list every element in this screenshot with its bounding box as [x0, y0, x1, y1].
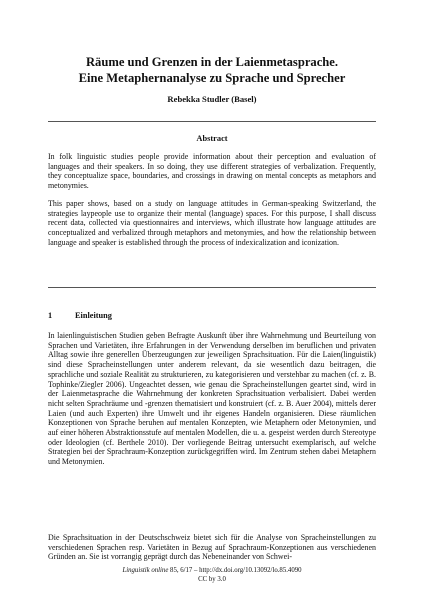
footer-doi: 85, 6/17 – http://dx.doi.org/10.13092/lo.85.4090 [168, 567, 302, 574]
footer-citation [48, 567, 376, 576]
paper-title-line-1: Räume und Grenzen in der Laienmetasprache. [85, 55, 339, 69]
abstract-top-rule [48, 121, 376, 122]
author-line: Rebekka Studler (Basel) [167, 94, 257, 104]
abstract-paragraph-2: This paper shows, based on a study on language attitudes in German-speaking Switzerland, the strategies laypeople use to organize their mental (language) spaces. For this purpose, I shall discuss recent data, collected via questionnaires and interviews, which illustrate how language attitudes are conceptualized and verbalized through metaphors and metonymies, and how the relationship between language and speaker is established through the process of indexicalization and iconization. [48, 199, 376, 247]
body-paragraph-1: In laienlinguistischen Studien geben Befragte Auskunft über ihre Wahrnehmung und Beurteilung von Sprachen und Varietäten, ihre Erfahrungen in der Verwendung derselben im beruflichen und privaten Alltag sowie ihre generellen Überzeugungen zur jeweiligen Sprachsituation. Für die Laien(linguistik) sind diese Spracheinstellungen unter anderem relevant, da sie wesentlich dazu beitragen, die sprachliche und soziale Realität zu strukturieren, zu kategorisieren und verstehbar zu machen (cf. z. B. Tophinke/Ziegler 2006). Ungeachtet dessen, wie genau die Spracheinstellungen geartet sind, wird in der Laienmetasprache die Wahrnehmung der konkreten Sprachsituation verbalisiert. Dabei werden nicht selten Sprachräume und -grenzen thematisiert und konstruiert (cf. z. B. Auer 2004), mittels derer Laien (und auch Experten) ihre Umwelt und ihr eigenes Handeln organisieren. Diese räumlichen Konzeptionen von Sprache beruhen auf mentalen Konzepten, wie Metaphern oder Metonymien, und auf einer höheren Abstraktionsstufe auf mentalen Modellen, die u. a. gespeist werden durch Stereotype oder Ideologien (cf. Berthele 2010). Der vorliegende Beitrag untersucht exemplarisch, auf welche Strategien bei der Sprachraum-Konzeption zurückgegriffen wird. Im Zentrum stehen dabei Metaphern und Metonymien. [48, 331, 376, 467]
abstract-heading: Abstract [196, 134, 228, 143]
body-paragraph-2: Die Sprachsituation in der Deutschschweiz bietet sich für die Analyse von Spracheinstellungen zu verschiedenen Sprachen resp. Varietäten in Bezug auf Sprachraum-Konzeptionen aus verschiedenen Gründen an. Sie ist vorrangig geprägt durch das Nebeneinander von Schwei- [48, 533, 376, 562]
footer-license: CC by 3.0 [198, 575, 226, 583]
section-title: Einleitung [75, 311, 112, 320]
page-footer [48, 567, 376, 584]
footer-journal-name: Linguistik online [122, 567, 169, 574]
abstract-bottom-rule [48, 287, 376, 288]
abstract-paragraph-1: In folk linguistic studies people provide information about their perception and evaluation of languages and their speakers. In so doing, they use different strategies of verbalization. Frequently, they conceptualize space, boundaries, and crossings in drawing on mental concepts as metaphors and metonymies. [48, 152, 376, 191]
title-block [40, 54, 384, 105]
paper-title-line-2: Eine Metaphernanalyse zu Sprache und Sprecher [78, 71, 346, 85]
section-number: 1 [48, 311, 53, 320]
section-heading [48, 311, 112, 321]
